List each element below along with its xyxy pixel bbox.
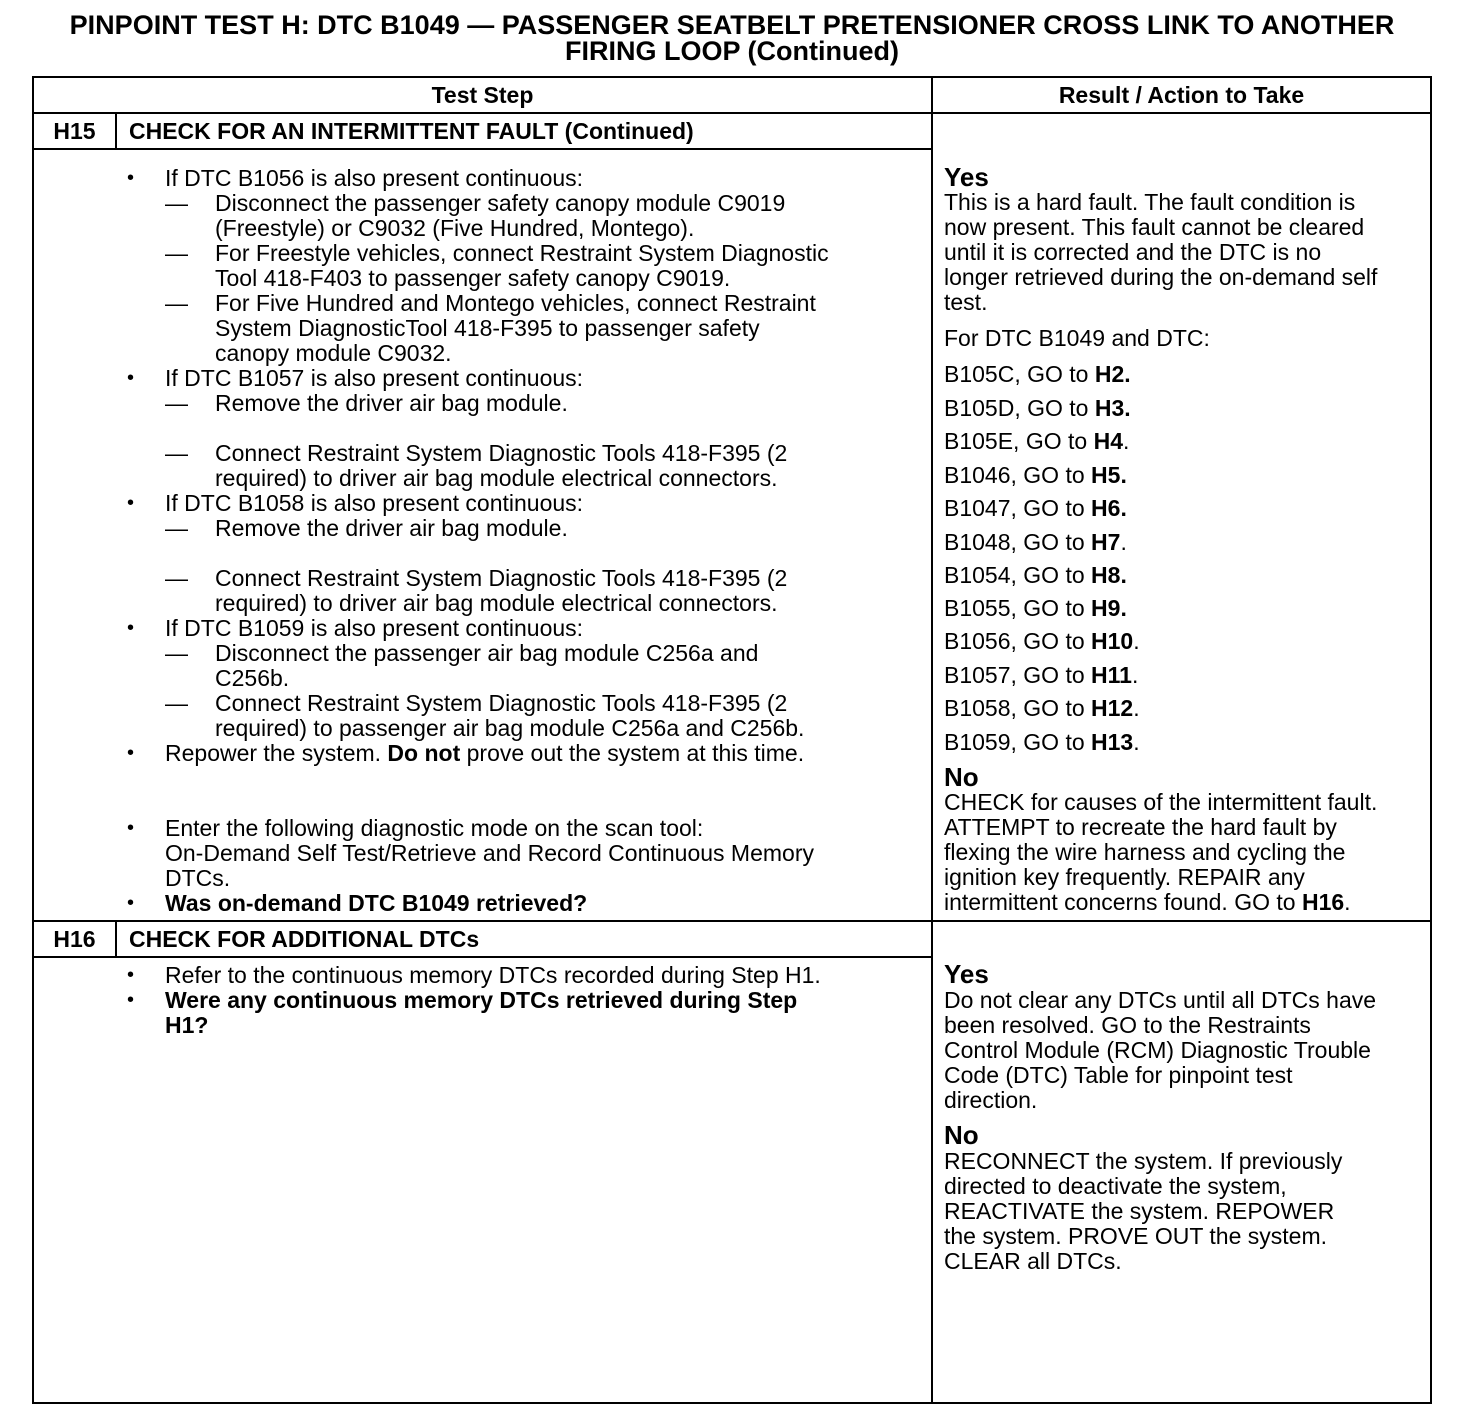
step-question: H1?	[165, 1012, 209, 1038]
goto-line	[944, 596, 1127, 621]
step-line: Disconnect the passenger air bag module C256a and	[215, 640, 759, 666]
dash-icon: —	[165, 440, 188, 466]
goto-end: .	[1124, 395, 1131, 421]
step-line: required) to driver air bag module electrical connectors.	[215, 590, 778, 616]
step-line: Connect Restraint System Diagnostic Tools 418-F395 (2	[215, 565, 788, 591]
goto-code: B1057, GO to	[944, 662, 1092, 688]
step-line: On-Demand Self Test/Retrieve and Record Continuous Memory	[165, 840, 814, 866]
goto-end: .	[1123, 428, 1130, 454]
goto-end: .	[1120, 495, 1127, 521]
result-line: For DTC B1049 and DTC:	[944, 325, 1210, 351]
goto-step-link[interactable]: H5	[1091, 462, 1121, 488]
bullet-icon: •	[127, 492, 135, 514]
bullet-icon: •	[127, 964, 135, 986]
bullet-icon: •	[127, 367, 135, 389]
step-line: Disconnect the passenger safety canopy module C9019	[215, 190, 786, 216]
step-line: Remove the driver air bag module.	[215, 390, 568, 416]
step-line	[165, 741, 804, 766]
bullet-icon: •	[127, 617, 135, 639]
result-line: Do not clear any DTCs until all DTCs have	[944, 987, 1377, 1013]
goto-line	[944, 629, 1140, 654]
bullet-icon: •	[127, 817, 135, 839]
dash-icon: —	[165, 190, 188, 216]
step-line: For Five Hundred and Montego vehicles, connect Restraint	[215, 290, 816, 316]
goto-code: B1047, GO to	[944, 495, 1092, 521]
step-line: System DiagnosticTool 418-F395 to passenger safety	[215, 315, 760, 341]
step-title-h15: CHECK FOR AN INTERMITTENT FAULT (Continued)	[129, 118, 694, 144]
goto-line	[944, 362, 1131, 387]
goto-code: B1054, GO to	[944, 562, 1092, 588]
goto-step-link[interactable]: H11	[1091, 662, 1132, 688]
step-question: Was on-demand DTC B1049 retrieved?	[165, 890, 588, 916]
result-line: Code (DTC) Table for pinpoint test	[944, 1062, 1293, 1088]
goto-line	[944, 696, 1140, 721]
result-line: longer retrieved during the on-demand self	[944, 264, 1378, 290]
result-line: This is a hard fault. The fault condition is	[944, 189, 1356, 215]
step-line: canopy module C9032.	[215, 340, 452, 366]
step-line: DTCs.	[165, 865, 231, 891]
dash-icon: —	[165, 640, 188, 666]
goto-code: B1058, GO to	[944, 695, 1092, 721]
goto-end: .	[1124, 361, 1131, 387]
goto-code: B1056, GO to	[944, 628, 1092, 654]
goto-end: .	[1120, 595, 1127, 621]
step-line: required) to driver air bag module electrical connectors.	[215, 465, 778, 491]
goto-end: .	[1120, 529, 1127, 555]
yes-label: Yes	[944, 959, 989, 989]
h15-id-divider	[115, 112, 117, 149]
result-line: RECONNECT the system. If previously	[944, 1148, 1343, 1174]
column-divider	[931, 76, 933, 1404]
step-line: (Freestyle) or C9032 (Five Hundred, Montego).	[215, 215, 695, 241]
h16-title-divider	[32, 956, 932, 958]
result-line: test.	[944, 289, 988, 315]
step-line: If DTC B1056 is also present continuous:	[165, 165, 584, 191]
goto-end: .	[1120, 462, 1127, 488]
title-line-1: PINPOINT TEST H: DTC B1049 — PASSENGER SEATBELT PRETENSIONER CROSS LINK TO ANOTHER	[69, 10, 1395, 40]
bullet-icon: •	[127, 742, 135, 764]
goto-line	[944, 730, 1140, 755]
goto-code: B105C, GO to	[944, 361, 1095, 387]
step-title-h16: CHECK FOR ADDITIONAL DTCs	[129, 926, 480, 952]
goto-end: .	[1133, 695, 1140, 721]
step-line: Refer to the continuous memory DTCs recorded during Step H1.	[165, 962, 821, 988]
bullet-icon: •	[127, 892, 135, 914]
no-label: No	[944, 762, 979, 792]
step-text: prove out the system at this time.	[460, 740, 805, 766]
goto-line	[944, 463, 1127, 488]
goto-step-link[interactable]: H13	[1091, 729, 1134, 755]
page-title	[0, 12, 1464, 64]
step-line: required) to passenger air bag module C256a and C256b.	[215, 715, 805, 741]
step-emphasis: Do not	[387, 740, 461, 766]
result-line	[944, 890, 1351, 915]
title-line-2: FIRING LOOP (Continued)	[565, 36, 899, 66]
result-text: .	[1344, 889, 1351, 915]
dash-icon: —	[165, 515, 188, 541]
goto-step-link[interactable]: H6	[1091, 495, 1121, 521]
goto-end: .	[1133, 628, 1140, 654]
step-line: Connect Restraint System Diagnostic Tools 418-F395 (2	[215, 690, 788, 716]
goto-code: B1048, GO to	[944, 529, 1092, 555]
result-line: ATTEMPT to recreate the hard fault by	[944, 814, 1337, 840]
goto-code: B1046, GO to	[944, 462, 1092, 488]
step-id-h16: H16	[53, 926, 96, 952]
row-divider	[32, 920, 1432, 922]
result-line: flexing the wire harness and cycling the	[944, 839, 1346, 865]
step-id-h15: H15	[53, 118, 96, 144]
yes-label: Yes	[944, 162, 989, 192]
goto-end: .	[1131, 662, 1139, 688]
goto-line	[944, 429, 1129, 454]
result-line: REACTIVATE the system. REPOWER	[944, 1198, 1335, 1224]
result-line: until it is corrected and the DTC is no	[944, 239, 1322, 265]
goto-line	[944, 563, 1127, 588]
h15-title-divider	[32, 148, 932, 150]
dash-icon: —	[165, 240, 188, 266]
goto-end: .	[1133, 729, 1140, 755]
result-line: ignition key frequently. REPAIR any	[944, 864, 1305, 890]
result-line: CHECK for causes of the intermittent fault.	[944, 789, 1378, 815]
goto-line	[944, 663, 1138, 688]
dash-icon: —	[165, 290, 188, 316]
dash-icon: —	[165, 565, 188, 591]
result-line: been resolved. GO to the Restraints	[944, 1012, 1311, 1038]
step-line: Remove the driver air bag module.	[215, 515, 568, 541]
goto-line	[944, 496, 1127, 521]
h16-id-divider	[115, 920, 117, 958]
step-text: Repower the system.	[165, 740, 388, 766]
step-line: Connect Restraint System Diagnostic Tools 418-F395 (2	[215, 440, 788, 466]
goto-step-link[interactable]: H2	[1094, 361, 1125, 387]
goto-code: B1055, GO to	[944, 595, 1092, 621]
goto-end: .	[1120, 562, 1127, 588]
result-line: the system. PROVE OUT the system.	[944, 1223, 1328, 1249]
dash-icon: —	[165, 390, 188, 416]
goto-step-link[interactable]: H12	[1091, 695, 1134, 721]
step-question: Were any continuous memory DTCs retrieved during Step	[165, 987, 798, 1013]
goto-step-link[interactable]: H3	[1094, 395, 1125, 421]
result-line: now present. This fault cannot be cleared	[944, 214, 1365, 240]
header-divider	[32, 112, 1432, 114]
header-result: Result / Action to Take	[1058, 82, 1305, 108]
step-line: Tool 418-F403 to passenger safety canopy C9019.	[215, 265, 731, 291]
no-label: No	[944, 1120, 979, 1150]
goto-code: B105E, GO to	[944, 428, 1094, 454]
goto-line	[944, 530, 1127, 555]
goto-step-link[interactable]: H9	[1091, 595, 1121, 621]
result-line: CLEAR all DTCs.	[944, 1248, 1122, 1274]
step-line: Enter the following diagnostic mode on the scan tool:	[165, 815, 704, 841]
result-line: Control Module (RCM) Diagnostic Trouble	[944, 1037, 1371, 1063]
step-line: If DTC B1058 is also present continuous:	[165, 490, 584, 516]
goto-step-link[interactable]: H8	[1091, 562, 1121, 588]
goto-code: B105D, GO to	[944, 395, 1095, 421]
goto-line	[944, 396, 1131, 421]
goto-step-link[interactable]: H4	[1093, 428, 1123, 454]
goto-step-link[interactable]: H7	[1091, 529, 1121, 555]
result-line: direction.	[944, 1087, 1038, 1113]
step-line: For Freestyle vehicles, connect Restraint System Diagnostic	[215, 240, 829, 266]
dash-icon: —	[165, 690, 188, 716]
result-text: intermittent concerns found. GO to	[944, 889, 1302, 915]
result-line: directed to deactivate the system,	[944, 1173, 1287, 1199]
bullet-icon: •	[127, 989, 135, 1011]
step-line: If DTC B1059 is also present continuous:	[165, 615, 584, 641]
goto-code: B1059, GO to	[944, 729, 1092, 755]
step-line: C256b.	[215, 665, 290, 691]
step-line: If DTC B1057 is also present continuous:	[165, 365, 584, 391]
bullet-icon: •	[127, 167, 135, 189]
goto-step-link[interactable]: H10	[1091, 628, 1134, 654]
header-test-step: Test Step	[431, 82, 534, 108]
goto-step-link[interactable]: H16	[1301, 889, 1345, 915]
